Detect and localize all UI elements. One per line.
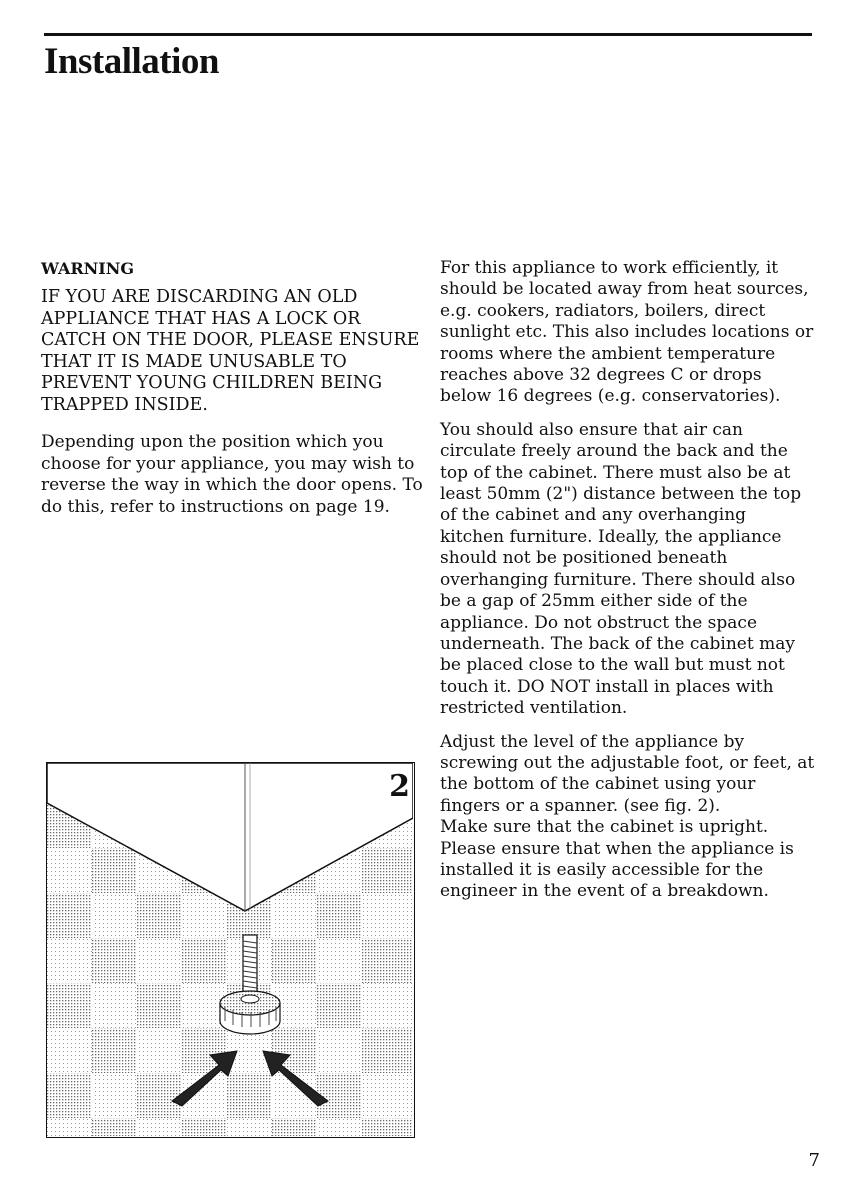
adjustable-foot-illustration [47,763,413,1136]
upright-text: Make sure that the cabinet is upright. [440,817,769,838]
figure-number: 2 [389,769,410,804]
access-text: Please ensure that when the appliance is installed it is easily accessible for the engineer in the event of a breakdown. [440,838,794,902]
header-rule [44,33,812,36]
left-column [41,258,423,530]
adjustable-foot-figure [46,762,415,1138]
warning-heading: WARNING [41,259,135,278]
right-column [440,258,815,915]
location-text: For this appliance to work efficiently, it should be located away from heat sources, e.g. cookers, radiators, boilers, direct sunlight etc. This also includes locations or rooms where the ambient temperature reaches above 32 degrees C or drops below 16 degrees (e.g. conservatories). [440,258,814,407]
warning-text: IF YOU ARE DISCARDING AN OLD APPLIANCE THAT HAS A LOCK OR CATCH ON THE DOOR, PLEASE ENSURE THAT IT IS MADE UNUSABLE TO PREVENT YOUNG CHILDREN BEING TRAPPED INSIDE. [41,287,420,415]
page-title: Installation [44,41,219,82]
level-adjust-text: Adjust the level of the appliance by screwing out the adjustable foot, or feet, at the bottom of the cabinet using your fingers or a spanner. (see fig. 2). [440,731,815,816]
door-reversal-text: Depending upon the position which you choose for your appliance, you may wish to reverse the way in which the door opens. To do this, refer to instructions on page 19. [41,432,423,517]
page-number: 7 [808,1150,820,1171]
ventilation-text: You should also ensure that air can circulate freely around the back and the top of the cabinet. There must also be at least 50mm (2") distance between the top of the cabinet and any overhanging kitchen furniture. Ideally, the appliance should not be positioned beneath overhanging furniture. There should also be a gap of 25mm either side of the appliance. Do not obstruct the space underneath. The back of the cabinet may be placed close to the wall but must not touch it. DO NOT install in places with restricted ventilation. [440,419,802,719]
